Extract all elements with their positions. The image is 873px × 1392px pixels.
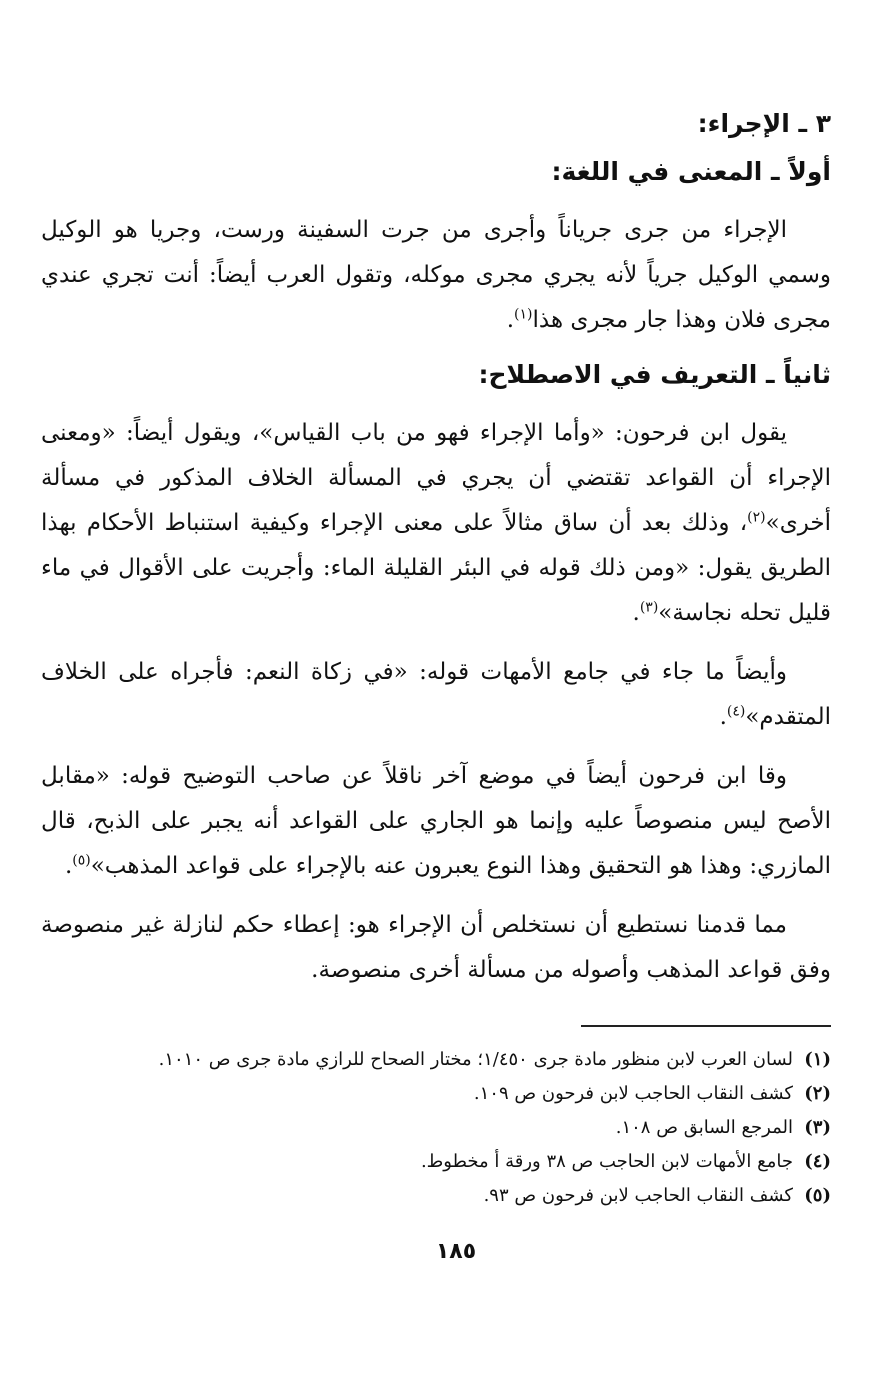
paragraph-tawdih [41,754,831,889]
footnote-ref: (١) [514,306,533,323]
footnote-number: (١) [804,1049,831,1070]
period: . [506,307,515,333]
footnote-3 [41,1111,831,1145]
footnote-text: كشف النقاب الحاجب لابن فرحون ص ١٠٩. [473,1083,793,1104]
paragraph-jami-al-ummahat [41,650,831,740]
paragraph-conclusion: مما قدمنا نستطيع أن نستخلص أن الإجراء هو: إعطاء حكم لنازلة غير منصوصة وفق قواعد المذهب وأصوله من مسألة أخرى منصوصة. [41,912,831,983]
paragraph-text: وأيضاً ما جاء في جامع الأمهات قوله: «في زكاة النعم: فأجراه على الخلاف المتقدم» [41,659,831,730]
page-body [41,100,831,1264]
footnote-4 [41,1145,831,1179]
footnote-text: لسان العرب لابن منظور مادة جرى ١/٤٥٠؛ مختار الصحاح للرازي مادة جرى ص ١٠١٠. [158,1049,793,1070]
footnote-number: (٤) [804,1151,831,1172]
footnote-divider [581,1025,831,1027]
footnote-number: (٢) [804,1083,831,1104]
footnote-number: (٣) [804,1117,831,1138]
footnote-1 [41,1043,831,1077]
footnote-number: (٥) [804,1185,831,1206]
footnote-text: المرجع السابق ص ١٠٨. [615,1117,793,1138]
footnote-ref: (٤) [726,703,746,720]
footnote-text: كشف النقاب الحاجب لابن فرحون ص ٩٣. [483,1185,793,1206]
footnote-5 [41,1179,831,1213]
footnote-ref: (٣) [639,599,659,616]
period: . [64,853,73,879]
period: . [719,704,727,730]
paragraph-linguistic [41,208,831,343]
footnote-text: جامع الأمهات لابن الحاجب ص ٣٨ ورقة أ مخطوط. [420,1151,793,1172]
paragraph-text: الإجراء من جرى جرياناً وأجرى من جرت السفينة ورست، وجريا هو الوكيل وسمي الوكيل جرياً لأنه يجري مجرى موكله، وتقول العرب أيضاً: أنت تجري عندي مجرى فلان وهذا جار مجرى هذا [41,217,831,333]
technical-definition-heading: ثانياً ـ التعريف في الاصطلاح: [478,360,831,389]
linguistic-meaning-heading: أولاً ـ المعنى في اللغة: [551,157,831,186]
period: . [632,600,640,626]
section-heading: ٣ ـ الإجراء: [697,109,831,138]
footnote-ref: (٢) [747,509,766,526]
paragraph-text: يقول ابن فرحون: «وأما الإجراء فهو من باب القياس»، ويقول أيضاً: «ومعنى الإجراء أن القواعد تقتضي أن يجري في المسألة الخلاف المذكور في مسألة أخرى» [41,420,831,536]
footnotes-list [41,1043,831,1213]
paragraph-text: ، وذلك بعد أن ساق مثالاً على معنى الإجراء وكيفية استنباط الأحكام بهذا الطريق يقول: «ومن ذلك قوله في البئر القليلة الماء: وأجريت على الأقوال في ماء قليل تحله نجاسة» [41,510,831,626]
footnote-ref: (٥) [72,852,91,869]
footnote-2 [41,1077,831,1111]
page-number: ١٨٥ [435,1239,477,1264]
paragraph-ibn-farhun [41,411,831,636]
paragraph-text: وقا ابن فرحون أيضاً في موضع آخر ناقلاً عن صاحب التوضيح قوله: «مقابل الأصح ليس منصوصاً عليه وإنما هو الجاري على القواعد أنه يجبر على الذبح، قال المازري: وهذا هو التحقيق وهذا النوع يعبرون عنه بالإجراء على قواعد المذهب» [41,763,831,879]
